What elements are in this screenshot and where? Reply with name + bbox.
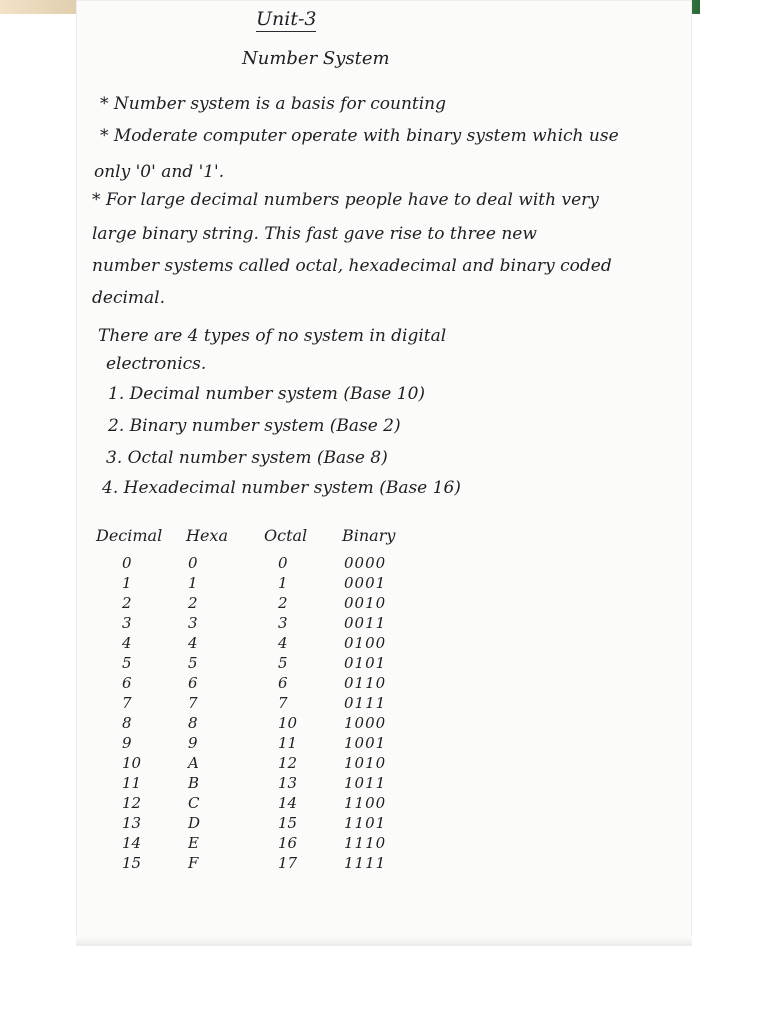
decimal-cell: 7 bbox=[122, 694, 132, 712]
binary-cell: 0100 bbox=[344, 634, 387, 652]
decimal-cell: 13 bbox=[122, 814, 142, 832]
decimal-cell: 15 bbox=[122, 854, 142, 872]
unit-heading: Unit-3 bbox=[256, 8, 317, 30]
binary-cell: 1111 bbox=[344, 854, 387, 872]
note-line-4: * For large decimal numbers people have to deal with very bbox=[92, 190, 599, 210]
table-row bbox=[96, 794, 436, 814]
note-line-7: decimal. bbox=[92, 288, 165, 308]
hexa-cell: 8 bbox=[188, 714, 198, 732]
octal-cell: 4 bbox=[278, 634, 288, 652]
header-binary: Binary bbox=[342, 526, 396, 545]
table-row bbox=[96, 694, 436, 714]
binary-cell: 0110 bbox=[344, 674, 387, 692]
binary-cell: 1100 bbox=[344, 794, 387, 812]
binary-cell: 1101 bbox=[344, 814, 387, 832]
table-row bbox=[96, 674, 436, 694]
octal-cell: 0 bbox=[278, 554, 288, 572]
decimal-cell: 5 bbox=[122, 654, 132, 672]
decimal-cell: 12 bbox=[122, 794, 142, 812]
binary-cell: 1001 bbox=[344, 734, 387, 752]
table-row bbox=[96, 734, 436, 754]
types-list-item-4: 4. Hexadecimal number system (Base 16) bbox=[102, 478, 461, 498]
page-title: Number System bbox=[242, 48, 390, 69]
types-list-item-1: 1. Decimal number system (Base 10) bbox=[108, 384, 426, 404]
table-row bbox=[96, 654, 436, 674]
table-row bbox=[96, 834, 436, 854]
types-intro-line-1: There are 4 types of no system in digital bbox=[98, 326, 447, 346]
note-line-3: only '0' and '1'. bbox=[94, 162, 225, 182]
decimal-cell: 3 bbox=[122, 614, 132, 632]
decimal-cell: 14 bbox=[122, 834, 142, 852]
decimal-cell: 10 bbox=[122, 754, 142, 772]
hexa-cell: D bbox=[188, 814, 201, 832]
octal-cell: 3 bbox=[278, 614, 288, 632]
note-line-6: number systems called octal, hexadecimal and binary coded bbox=[92, 256, 612, 276]
decimal-cell: 6 bbox=[122, 674, 132, 692]
hexa-cell: 3 bbox=[188, 614, 198, 632]
binary-cell: 0010 bbox=[344, 594, 387, 612]
table-row bbox=[96, 754, 436, 774]
octal-cell: 12 bbox=[278, 754, 298, 772]
octal-cell: 5 bbox=[278, 654, 288, 672]
header-decimal: Decimal bbox=[96, 526, 163, 545]
decimal-cell: 8 bbox=[122, 714, 132, 732]
binary-cell: 1010 bbox=[344, 754, 387, 772]
octal-cell: 2 bbox=[278, 594, 288, 612]
binary-cell: 0101 bbox=[344, 654, 387, 672]
hexa-cell: E bbox=[188, 834, 199, 852]
octal-cell: 11 bbox=[278, 734, 298, 752]
binary-cell: 0001 bbox=[344, 574, 387, 592]
hexa-cell: 7 bbox=[188, 694, 198, 712]
note-line-2: * Moderate computer operate with binary system which use bbox=[100, 126, 619, 146]
hexa-cell: C bbox=[188, 794, 200, 812]
binary-cell: 1000 bbox=[344, 714, 387, 732]
binary-cell: 0011 bbox=[344, 614, 387, 632]
table-row bbox=[96, 814, 436, 834]
octal-cell: 13 bbox=[278, 774, 298, 792]
decimal-cell: 2 bbox=[122, 594, 132, 612]
hexa-cell: 1 bbox=[188, 574, 198, 592]
types-list-item-2: 2. Binary number system (Base 2) bbox=[108, 416, 401, 436]
hexa-cell: A bbox=[188, 754, 199, 772]
hexa-cell: 6 bbox=[188, 674, 198, 692]
table-row bbox=[96, 594, 436, 614]
octal-cell: 7 bbox=[278, 694, 288, 712]
hexa-cell: F bbox=[188, 854, 199, 872]
header-octal: Octal bbox=[264, 526, 308, 545]
octal-cell: 6 bbox=[278, 674, 288, 692]
table-row bbox=[96, 554, 436, 574]
decimal-cell: 11 bbox=[122, 774, 142, 792]
decimal-cell: 9 bbox=[122, 734, 132, 752]
table-row bbox=[96, 574, 436, 594]
note-line-1: * Number system is a basis for counting bbox=[100, 94, 447, 114]
types-list-item-3: 3. Octal number system (Base 8) bbox=[106, 448, 388, 468]
octal-cell: 16 bbox=[278, 834, 298, 852]
table-row bbox=[96, 774, 436, 794]
hexa-cell: 0 bbox=[188, 554, 198, 572]
number-conversion-table bbox=[96, 526, 436, 874]
decimal-cell: 0 bbox=[122, 554, 132, 572]
table-row bbox=[96, 714, 436, 734]
binary-cell: 1011 bbox=[344, 774, 387, 792]
header-hexa: Hexa bbox=[186, 526, 228, 545]
binary-cell: 0000 bbox=[344, 554, 387, 572]
table-row bbox=[96, 854, 436, 874]
binary-cell: 1110 bbox=[344, 834, 387, 852]
note-line-5: large binary string. This fast gave rise to three new bbox=[92, 224, 537, 244]
binary-cell: 0111 bbox=[344, 694, 387, 712]
octal-cell: 17 bbox=[278, 854, 298, 872]
octal-cell: 15 bbox=[278, 814, 298, 832]
decimal-cell: 1 bbox=[122, 574, 132, 592]
hexa-cell: 5 bbox=[188, 654, 198, 672]
types-intro-line-2: electronics. bbox=[106, 354, 207, 374]
table-row bbox=[96, 614, 436, 634]
hexa-cell: 4 bbox=[188, 634, 198, 652]
octal-cell: 10 bbox=[278, 714, 298, 732]
hexa-cell: B bbox=[188, 774, 200, 792]
octal-cell: 14 bbox=[278, 794, 298, 812]
decimal-cell: 4 bbox=[122, 634, 132, 652]
table-row bbox=[96, 634, 436, 654]
table-header-row bbox=[96, 526, 436, 554]
hexa-cell: 9 bbox=[188, 734, 198, 752]
octal-cell: 1 bbox=[278, 574, 288, 592]
hexa-cell: 2 bbox=[188, 594, 198, 612]
